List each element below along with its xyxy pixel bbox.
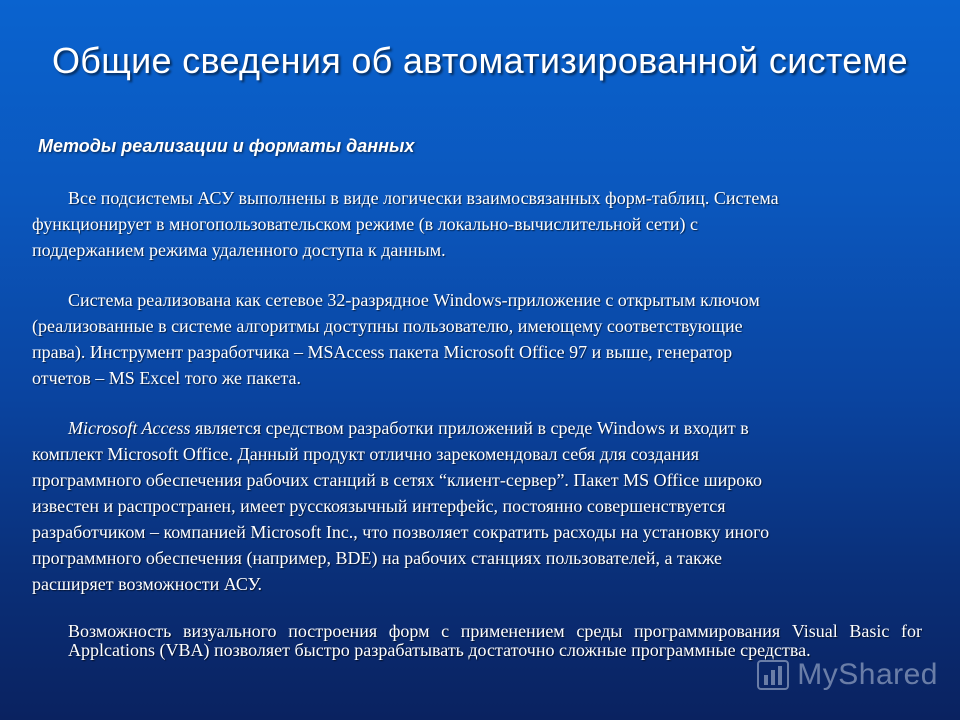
watermark xyxy=(757,658,938,692)
paragraph-3-line-1-rest: является средством разработки приложений в среде Windows и входит в xyxy=(190,418,749,438)
paragraph-4 xyxy=(32,622,922,660)
bar-chart-icon xyxy=(757,660,789,690)
paragraph-3-line-2: комплект Microsoft Office. Данный продукт отлично зарекомендовал себя для создания xyxy=(32,444,700,464)
slide-subtitle: Методы реализации и форматы данных xyxy=(38,136,415,156)
paragraph-3-line-1 xyxy=(32,415,922,441)
paragraph-3-lead: Microsoft Access xyxy=(68,418,191,438)
paragraph-3-line-7: расширяет возможности АСУ. xyxy=(32,574,262,594)
paragraph-1 xyxy=(32,185,922,263)
paragraph-1-line-1: Все подсистемы АСУ выполнены в виде логически взаимосвязанных форм-таблиц. Система xyxy=(68,188,779,208)
paragraph-2 xyxy=(32,287,922,391)
paragraph-2-line-1: Система реализована как сетевое 32-разрядное Windows-приложение с открытым ключом xyxy=(68,290,760,310)
paragraph-3-line-4: известен и распространен, имеет русскоязычный интерфейс, постоянно совершенствуется xyxy=(32,496,726,516)
paragraph-2-line-2: (реализованные в системе алгоритмы доступны пользователю, имеющему соответствующие xyxy=(32,316,743,336)
paragraph-2-line-4: отчетов – MS Excel того же пакета. xyxy=(32,368,302,388)
watermark-text: MyShared xyxy=(797,658,938,691)
paragraph-4-text: Возможность визуального построения форм с применением среды программирования Visual Basic for Applcations (VBA) позволяет быстро разрабатывать достаточно сложные программные средства. xyxy=(68,621,922,660)
paragraph-1-line-2: функционирует в многопользовательском режиме (в локально-вычислительной сети) с xyxy=(32,214,698,234)
slide-title: Общие сведения об автоматизированной системе xyxy=(51,40,908,81)
paragraph-2-line-3: права). Инструмент разработчика – MSAccess пакета Microsoft Office 97 и выше, генератор xyxy=(32,342,733,362)
paragraph-1-line-3: поддержанием режима удаленного доступа к данным. xyxy=(32,240,446,260)
paragraph-3-line-3: программного обеспечения рабочих станций в сетях “клиент-сервер”. Пакет MS Office широко xyxy=(32,470,763,490)
paragraph-3-line-5: разработчиком – компанией Microsoft Inc., что позволяет сократить расходы на установку иного xyxy=(32,522,770,542)
paragraph-3 xyxy=(32,415,922,597)
paragraph-3-line-6: программного обеспечения (например, BDE) на рабочих станциях пользователей, а также xyxy=(32,548,723,568)
